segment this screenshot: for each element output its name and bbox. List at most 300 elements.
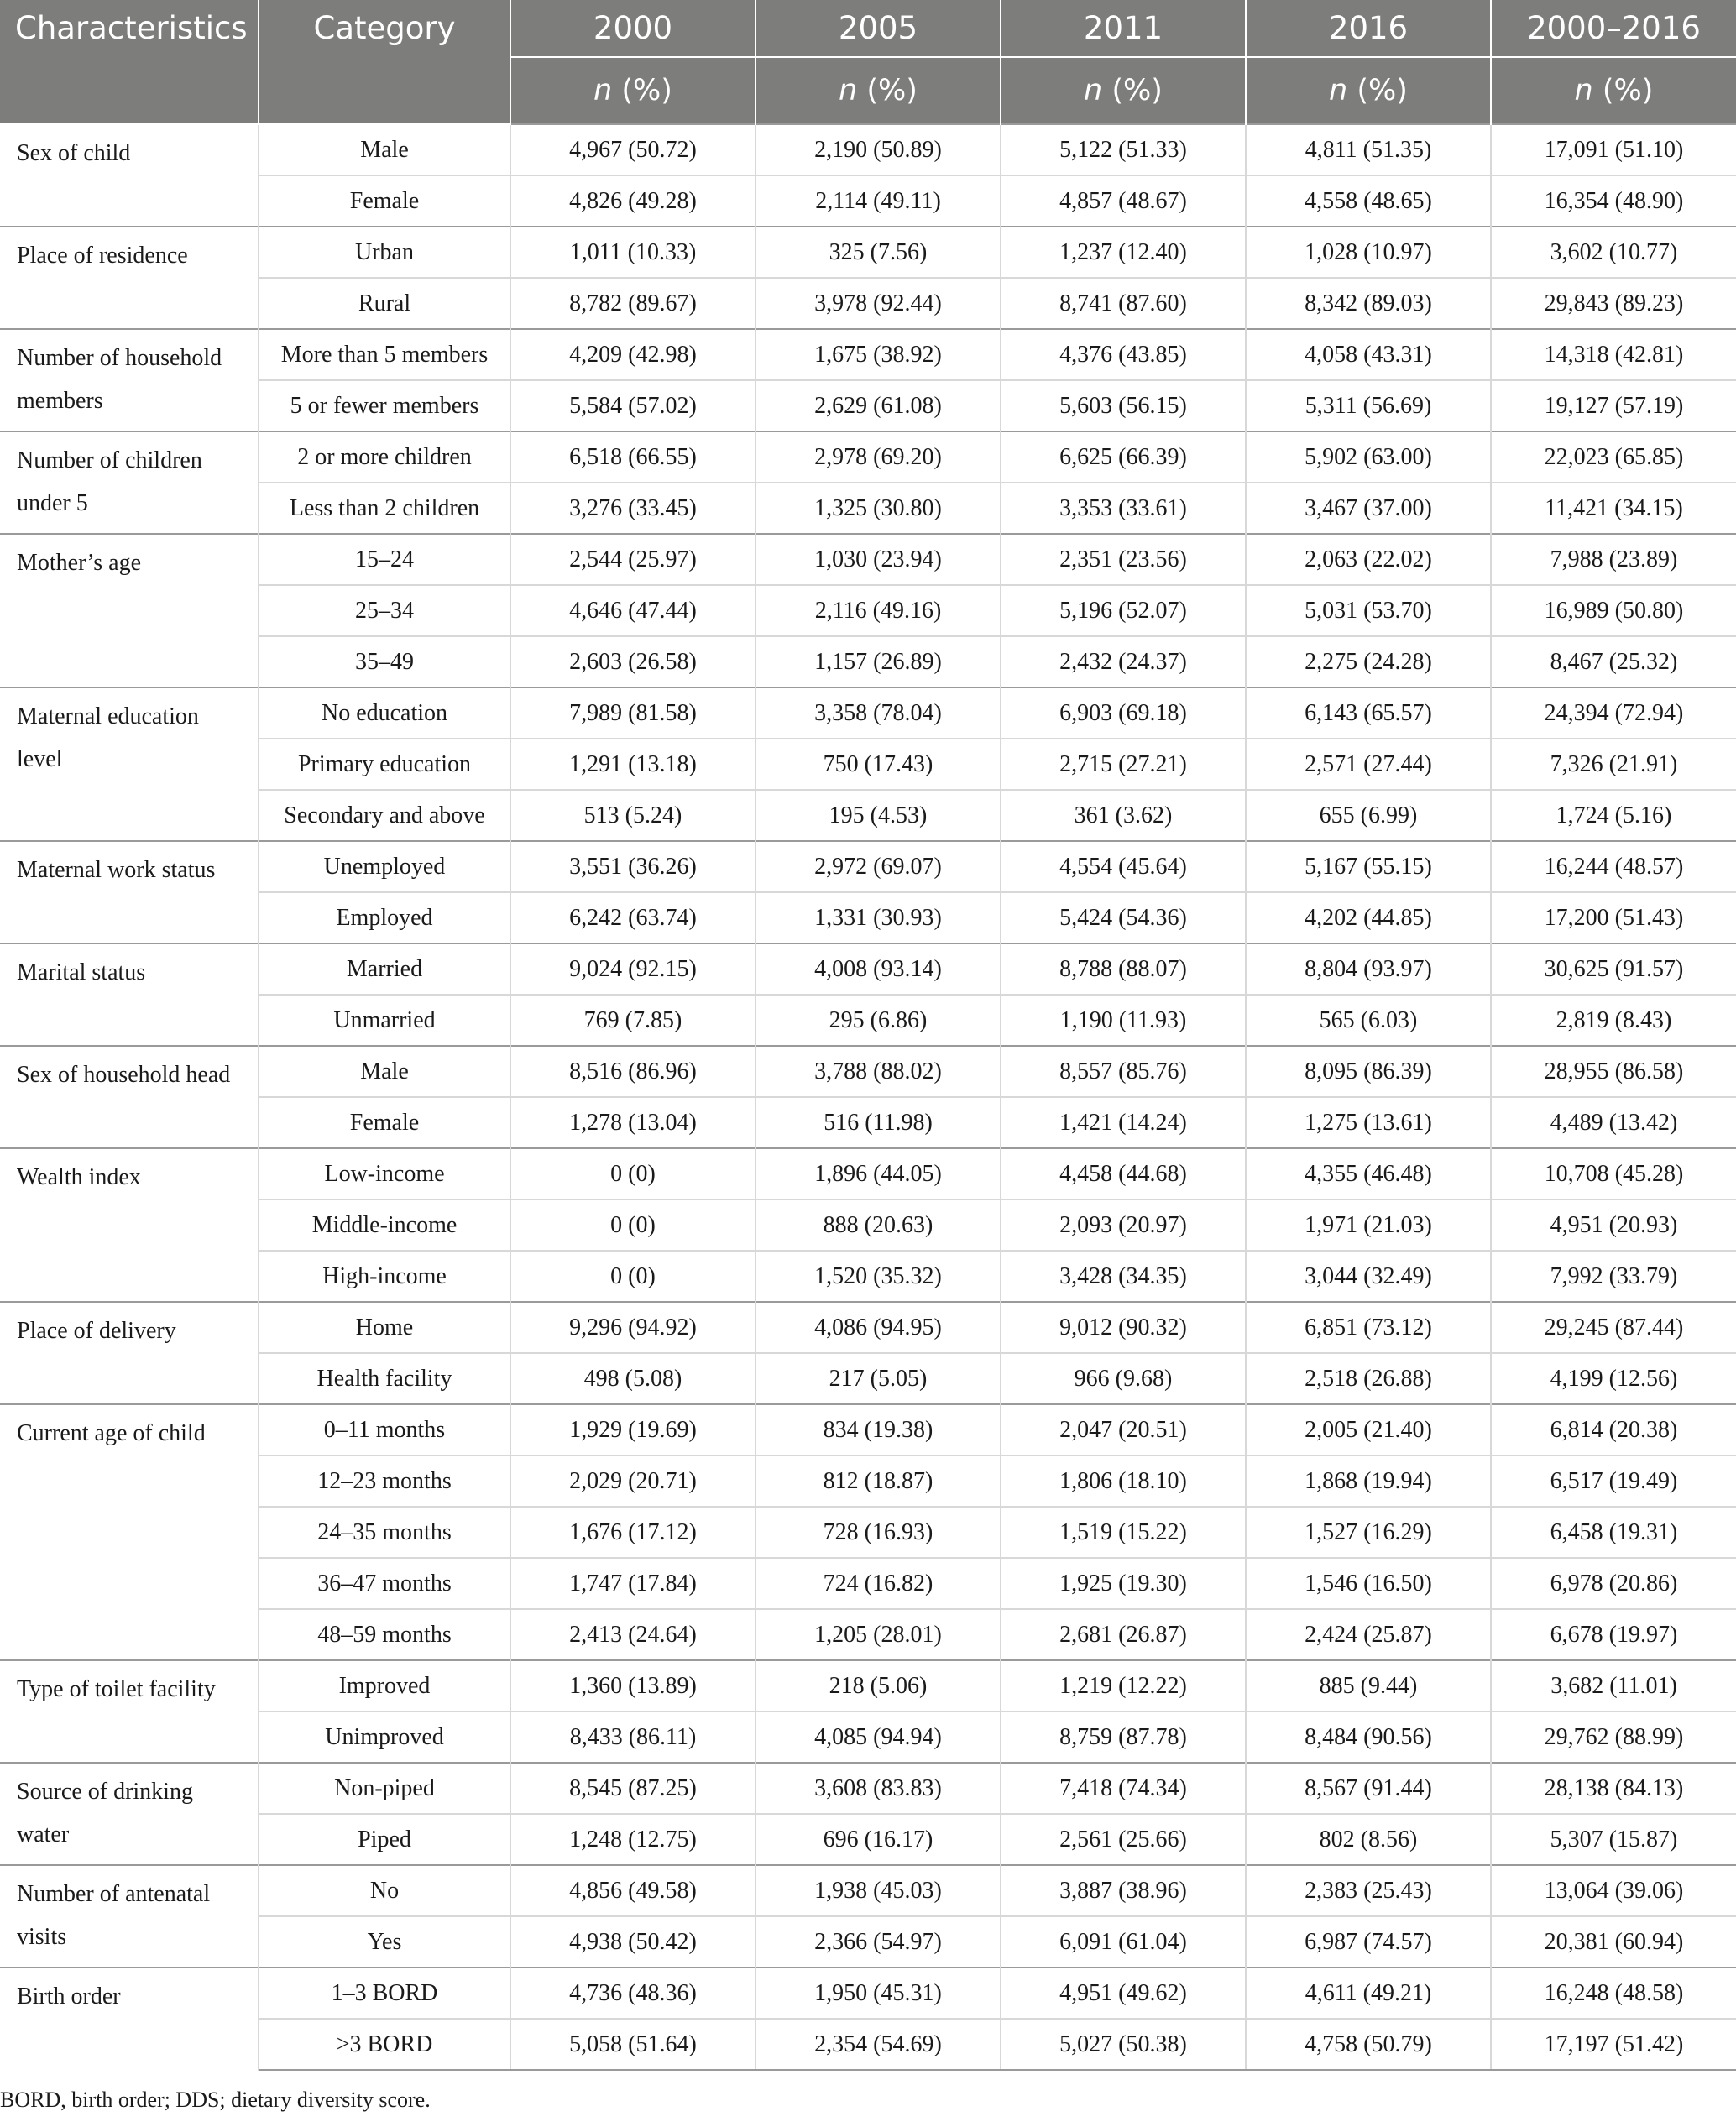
characteristic-label: Type of toilet facility <box>0 1660 259 1763</box>
value-cell: 6,814 (20.38) <box>1491 1404 1736 1455</box>
value-cell: 4,008 (93.14) <box>756 943 1001 995</box>
value-cell: 728 (16.93) <box>756 1507 1001 1558</box>
table-row <box>0 1865 1736 1916</box>
value-cell: 6,851 (73.12) <box>1246 1302 1491 1353</box>
category-cell: Piped <box>259 1814 510 1865</box>
value-cell: 9,296 (94.92) <box>510 1302 756 1353</box>
table-row <box>0 2019 1736 2070</box>
value-cell: 1,190 (11.93) <box>1001 995 1246 1046</box>
value-cell: 565 (6.03) <box>1246 995 1491 1046</box>
value-cell: 2,190 (50.89) <box>756 124 1001 175</box>
value-cell: 9,012 (90.32) <box>1001 1302 1246 1353</box>
value-cell: 2,351 (23.56) <box>1001 534 1246 585</box>
category-cell: 12–23 months <box>259 1455 510 1507</box>
value-cell: 1,527 (16.29) <box>1246 1507 1491 1558</box>
category-cell: Rural <box>259 278 510 329</box>
table-row <box>0 1302 1736 1353</box>
category-cell: 1–3 BORD <box>259 1968 510 2019</box>
value-cell: 29,245 (87.44) <box>1491 1302 1736 1353</box>
table-row <box>0 175 1736 227</box>
header-category: Category <box>259 0 510 124</box>
value-cell: 19,127 (57.19) <box>1491 380 1736 431</box>
value-cell: 16,989 (50.80) <box>1491 585 1736 636</box>
value-cell: 0 (0) <box>510 1148 756 1199</box>
header-year-2011: 2011 <box>1001 0 1246 57</box>
header-year-2005: 2005 <box>756 0 1001 57</box>
value-cell: 3,428 (34.35) <box>1001 1251 1246 1302</box>
value-cell: 5,603 (56.15) <box>1001 380 1246 431</box>
value-cell: 4,951 (20.93) <box>1491 1199 1736 1251</box>
value-cell: 1,724 (5.16) <box>1491 790 1736 841</box>
category-cell: Low-income <box>259 1148 510 1199</box>
value-cell: 16,248 (48.58) <box>1491 1968 1736 2019</box>
characteristic-label: Source of drinking water <box>0 1763 259 1865</box>
table-row <box>0 1148 1736 1199</box>
table-row <box>0 431 1736 483</box>
value-cell: 30,625 (91.57) <box>1491 943 1736 995</box>
table-body <box>0 124 1736 2070</box>
value-cell: 325 (7.56) <box>756 227 1001 278</box>
category-cell: 24–35 months <box>259 1507 510 1558</box>
category-cell: High-income <box>259 1251 510 1302</box>
value-cell: 29,843 (89.23) <box>1491 278 1736 329</box>
value-cell: 2,366 (54.97) <box>756 1916 1001 1968</box>
category-cell: Female <box>259 175 510 227</box>
value-cell: 4,938 (50.42) <box>510 1916 756 1968</box>
value-cell: 2,047 (20.51) <box>1001 1404 1246 1455</box>
value-cell: 1,971 (21.03) <box>1246 1199 1491 1251</box>
value-cell: 655 (6.99) <box>1246 790 1491 841</box>
category-cell: Employed <box>259 892 510 943</box>
value-cell: 5,311 (56.69) <box>1246 380 1491 431</box>
table-row <box>0 380 1736 431</box>
value-cell: 8,516 (86.96) <box>510 1046 756 1097</box>
value-cell: 8,788 (88.07) <box>1001 943 1246 995</box>
value-cell: 9,024 (92.15) <box>510 943 756 995</box>
n-label: n <box>593 74 613 107</box>
value-cell: 724 (16.82) <box>756 1558 1001 1609</box>
value-cell: 1,030 (23.94) <box>756 534 1001 585</box>
characteristic-label: Number of antenatal visits <box>0 1865 259 1968</box>
value-cell: 3,467 (37.00) <box>1246 483 1491 534</box>
pct-label: (%) <box>1102 74 1163 107</box>
value-cell: 6,143 (65.57) <box>1246 687 1491 739</box>
value-cell: 8,759 (87.78) <box>1001 1712 1246 1763</box>
table-row <box>0 1353 1736 1404</box>
value-cell: 22,023 (65.85) <box>1491 431 1736 483</box>
value-cell: 0 (0) <box>510 1199 756 1251</box>
category-cell: Yes <box>259 1916 510 1968</box>
value-cell: 1,546 (16.50) <box>1246 1558 1491 1609</box>
category-cell: Home <box>259 1302 510 1353</box>
n-label: n <box>1084 74 1103 107</box>
value-cell: 8,433 (86.11) <box>510 1712 756 1763</box>
category-cell: Primary education <box>259 739 510 790</box>
value-cell: 218 (5.06) <box>756 1660 1001 1712</box>
header-year-2000: 2000 <box>510 0 756 57</box>
table-row <box>0 1097 1736 1148</box>
table-row <box>0 790 1736 841</box>
value-cell: 2,116 (49.16) <box>756 585 1001 636</box>
value-cell: 3,358 (78.04) <box>756 687 1001 739</box>
value-cell: 14,318 (42.81) <box>1491 329 1736 380</box>
table-footnote: BORD, birth order; DDS; dietary diversity score. <box>0 2088 431 2112</box>
value-cell: 8,557 (85.76) <box>1001 1046 1246 1097</box>
value-cell: 2,432 (24.37) <box>1001 636 1246 687</box>
value-cell: 7,989 (81.58) <box>510 687 756 739</box>
category-cell: 48–59 months <box>259 1609 510 1660</box>
category-cell: More than 5 members <box>259 329 510 380</box>
value-cell: 8,782 (89.67) <box>510 278 756 329</box>
table-row <box>0 278 1736 329</box>
value-cell: 4,058 (43.31) <box>1246 329 1491 380</box>
table-row <box>0 1251 1736 1302</box>
header-year-2016: 2016 <box>1246 0 1491 57</box>
characteristic-label: Wealth index <box>0 1148 259 1302</box>
category-cell: 25–34 <box>259 585 510 636</box>
value-cell: 4,758 (50.79) <box>1246 2019 1491 2070</box>
header-n-pct <box>1246 57 1491 124</box>
value-cell: 1,950 (45.31) <box>756 1968 1001 2019</box>
value-cell: 2,413 (24.64) <box>510 1609 756 1660</box>
value-cell: 3,682 (11.01) <box>1491 1660 1736 1712</box>
value-cell: 5,196 (52.07) <box>1001 585 1246 636</box>
value-cell: 5,584 (57.02) <box>510 380 756 431</box>
category-cell: Unmarried <box>259 995 510 1046</box>
value-cell: 2,114 (49.11) <box>756 175 1001 227</box>
value-cell: 8,741 (87.60) <box>1001 278 1246 329</box>
value-cell: 1,938 (45.03) <box>756 1865 1001 1916</box>
value-cell: 1,028 (10.97) <box>1246 227 1491 278</box>
table-row <box>0 1712 1736 1763</box>
value-cell: 6,678 (19.97) <box>1491 1609 1736 1660</box>
value-cell: 834 (19.38) <box>756 1404 1001 1455</box>
value-cell: 4,826 (49.28) <box>510 175 756 227</box>
value-cell: 885 (9.44) <box>1246 1660 1491 1712</box>
category-cell: Male <box>259 1046 510 1097</box>
value-cell: 4,554 (45.64) <box>1001 841 1246 892</box>
value-cell: 28,955 (86.58) <box>1491 1046 1736 1097</box>
value-cell: 17,200 (51.43) <box>1491 892 1736 943</box>
value-cell: 2,561 (25.66) <box>1001 1814 1246 1865</box>
table-row <box>0 483 1736 534</box>
value-cell: 4,811 (51.35) <box>1246 124 1491 175</box>
table-row <box>0 1916 1736 1968</box>
value-cell: 802 (8.56) <box>1246 1814 1491 1865</box>
value-cell: 516 (11.98) <box>756 1097 1001 1148</box>
value-cell: 5,424 (54.36) <box>1001 892 1246 943</box>
characteristic-label: Birth order <box>0 1968 259 2070</box>
table-row <box>0 534 1736 585</box>
header-n-pct <box>756 57 1001 124</box>
category-cell: Less than 2 children <box>259 483 510 534</box>
value-cell: 11,421 (34.15) <box>1491 483 1736 534</box>
table-row <box>0 1558 1736 1609</box>
characteristic-label: Place of residence <box>0 227 259 329</box>
category-cell: Married <box>259 943 510 995</box>
value-cell: 13,064 (39.06) <box>1491 1865 1736 1916</box>
category-cell: Male <box>259 124 510 175</box>
value-cell: 4,489 (13.42) <box>1491 1097 1736 1148</box>
value-cell: 3,887 (38.96) <box>1001 1865 1246 1916</box>
value-cell: 2,978 (69.20) <box>756 431 1001 483</box>
table-row <box>0 1814 1736 1865</box>
value-cell: 6,517 (19.49) <box>1491 1455 1736 1507</box>
value-cell: 2,275 (24.28) <box>1246 636 1491 687</box>
value-cell: 812 (18.87) <box>756 1455 1001 1507</box>
value-cell: 0 (0) <box>510 1251 756 1302</box>
value-cell: 10,708 (45.28) <box>1491 1148 1736 1199</box>
category-cell: No <box>259 1865 510 1916</box>
category-cell: Secondary and above <box>259 790 510 841</box>
value-cell: 1,275 (13.61) <box>1246 1097 1491 1148</box>
value-cell: 966 (9.68) <box>1001 1353 1246 1404</box>
value-cell: 5,027 (50.38) <box>1001 2019 1246 2070</box>
value-cell: 2,819 (8.43) <box>1491 995 1736 1046</box>
value-cell: 4,085 (94.94) <box>756 1712 1001 1763</box>
value-cell: 2,544 (25.97) <box>510 534 756 585</box>
value-cell: 2,093 (20.97) <box>1001 1199 1246 1251</box>
table-row <box>0 227 1736 278</box>
value-cell: 2,063 (22.02) <box>1246 534 1491 585</box>
value-cell: 3,608 (83.83) <box>756 1763 1001 1814</box>
value-cell: 1,278 (13.04) <box>510 1097 756 1148</box>
characteristic-label: Sex of household head <box>0 1046 259 1148</box>
value-cell: 1,747 (17.84) <box>510 1558 756 1609</box>
category-cell: Improved <box>259 1660 510 1712</box>
value-cell: 6,518 (66.55) <box>510 431 756 483</box>
value-cell: 7,418 (74.34) <box>1001 1763 1246 1814</box>
value-cell: 5,031 (53.70) <box>1246 585 1491 636</box>
value-cell: 2,005 (21.40) <box>1246 1404 1491 1455</box>
value-cell: 4,202 (44.85) <box>1246 892 1491 943</box>
value-cell: 4,355 (46.48) <box>1246 1148 1491 1199</box>
value-cell: 4,086 (94.95) <box>756 1302 1001 1353</box>
value-cell: 1,157 (26.89) <box>756 636 1001 687</box>
value-cell: 295 (6.86) <box>756 995 1001 1046</box>
value-cell: 195 (4.53) <box>756 790 1001 841</box>
value-cell: 4,967 (50.72) <box>510 124 756 175</box>
characteristic-label: Mother’s age <box>0 534 259 687</box>
value-cell: 4,856 (49.58) <box>510 1865 756 1916</box>
table-row <box>0 585 1736 636</box>
value-cell: 750 (17.43) <box>756 739 1001 790</box>
value-cell: 4,199 (12.56) <box>1491 1353 1736 1404</box>
characteristic-label: Sex of child <box>0 124 259 227</box>
value-cell: 16,354 (48.90) <box>1491 175 1736 227</box>
value-cell: 217 (5.05) <box>756 1353 1001 1404</box>
table-row <box>0 124 1736 175</box>
value-cell: 3,551 (36.26) <box>510 841 756 892</box>
category-cell: 36–47 months <box>259 1558 510 1609</box>
table-row <box>0 1046 1736 1097</box>
value-cell: 1,806 (18.10) <box>1001 1455 1246 1507</box>
value-cell: 361 (3.62) <box>1001 790 1246 841</box>
characteristic-label: Marital status <box>0 943 259 1046</box>
category-cell: 2 or more children <box>259 431 510 483</box>
value-cell: 1,675 (38.92) <box>756 329 1001 380</box>
value-cell: 6,987 (74.57) <box>1246 1916 1491 1968</box>
value-cell: 1,360 (13.89) <box>510 1660 756 1712</box>
value-cell: 1,519 (15.22) <box>1001 1507 1246 1558</box>
value-cell: 4,458 (44.68) <box>1001 1148 1246 1199</box>
header-year-total: 2000–2016 <box>1491 0 1736 57</box>
category-cell: Unimproved <box>259 1712 510 1763</box>
category-cell: 0–11 months <box>259 1404 510 1455</box>
value-cell: 2,681 (26.87) <box>1001 1609 1246 1660</box>
table-row <box>0 1763 1736 1814</box>
value-cell: 6,242 (63.74) <box>510 892 756 943</box>
value-cell: 1,325 (30.80) <box>756 483 1001 534</box>
value-cell: 7,326 (21.91) <box>1491 739 1736 790</box>
table-row <box>0 1660 1736 1712</box>
value-cell: 3,788 (88.02) <box>756 1046 1001 1097</box>
value-cell: 20,381 (60.94) <box>1491 1916 1736 1968</box>
value-cell: 16,244 (48.57) <box>1491 841 1736 892</box>
table-row <box>0 841 1736 892</box>
value-cell: 29,762 (88.99) <box>1491 1712 1736 1763</box>
category-cell: Non-piped <box>259 1763 510 1814</box>
value-cell: 769 (7.85) <box>510 995 756 1046</box>
category-cell: Middle-income <box>259 1199 510 1251</box>
table-row <box>0 995 1736 1046</box>
value-cell: 3,276 (33.45) <box>510 483 756 534</box>
value-cell: 1,676 (17.12) <box>510 1507 756 1558</box>
value-cell: 3,353 (33.61) <box>1001 483 1246 534</box>
value-cell: 4,611 (49.21) <box>1246 1968 1491 2019</box>
value-cell: 4,376 (43.85) <box>1001 329 1246 380</box>
value-cell: 1,331 (30.93) <box>756 892 1001 943</box>
pct-label: (%) <box>612 74 672 107</box>
category-cell: Female <box>259 1097 510 1148</box>
value-cell: 2,029 (20.71) <box>510 1455 756 1507</box>
value-cell: 1,896 (44.05) <box>756 1148 1001 1199</box>
table-row <box>0 1507 1736 1558</box>
value-cell: 6,903 (69.18) <box>1001 687 1246 739</box>
value-cell: 4,558 (48.65) <box>1246 175 1491 227</box>
value-cell: 8,467 (25.32) <box>1491 636 1736 687</box>
header-characteristics: Characteristics <box>0 0 259 124</box>
table-row <box>0 687 1736 739</box>
value-cell: 8,567 (91.44) <box>1246 1763 1491 1814</box>
characteristic-label: Number of household members <box>0 329 259 431</box>
value-cell: 2,518 (26.88) <box>1246 1353 1491 1404</box>
value-cell: 4,857 (48.67) <box>1001 175 1246 227</box>
category-cell: 5 or fewer members <box>259 380 510 431</box>
value-cell: 1,248 (12.75) <box>510 1814 756 1865</box>
value-cell: 6,978 (20.86) <box>1491 1558 1736 1609</box>
value-cell: 4,951 (49.62) <box>1001 1968 1246 2019</box>
header-n-pct <box>1491 57 1736 124</box>
n-label: n <box>839 74 858 107</box>
category-cell: Unemployed <box>259 841 510 892</box>
header-n-pct <box>510 57 756 124</box>
pct-label: (%) <box>1347 74 1408 107</box>
pct-label: (%) <box>1592 74 1654 107</box>
characteristic-label: Place of delivery <box>0 1302 259 1404</box>
value-cell: 8,095 (86.39) <box>1246 1046 1491 1097</box>
category-cell: 15–24 <box>259 534 510 585</box>
value-cell: 888 (20.63) <box>756 1199 1001 1251</box>
value-cell: 2,603 (26.58) <box>510 636 756 687</box>
value-cell: 1,929 (19.69) <box>510 1404 756 1455</box>
table-row <box>0 329 1736 380</box>
value-cell: 6,091 (61.04) <box>1001 1916 1246 1968</box>
value-cell: 4,736 (48.36) <box>510 1968 756 2019</box>
value-cell: 5,122 (51.33) <box>1001 124 1246 175</box>
category-cell: >3 BORD <box>259 2019 510 2070</box>
table-row <box>0 1199 1736 1251</box>
value-cell: 2,972 (69.07) <box>756 841 1001 892</box>
value-cell: 2,571 (27.44) <box>1246 739 1491 790</box>
value-cell: 1,421 (14.24) <box>1001 1097 1246 1148</box>
category-cell: No education <box>259 687 510 739</box>
value-cell: 1,237 (12.40) <box>1001 227 1246 278</box>
value-cell: 1,520 (35.32) <box>756 1251 1001 1302</box>
value-cell: 17,197 (51.42) <box>1491 2019 1736 2070</box>
value-cell: 3,044 (32.49) <box>1246 1251 1491 1302</box>
value-cell: 3,978 (92.44) <box>756 278 1001 329</box>
value-cell: 4,646 (47.44) <box>510 585 756 636</box>
value-cell: 696 (16.17) <box>756 1814 1001 1865</box>
value-cell: 5,902 (63.00) <box>1246 431 1491 483</box>
table-row <box>0 943 1736 995</box>
value-cell: 7,988 (23.89) <box>1491 534 1736 585</box>
header-n-pct <box>1001 57 1246 124</box>
value-cell: 8,484 (90.56) <box>1246 1712 1491 1763</box>
characteristic-label: Current age of child <box>0 1404 259 1660</box>
table-row <box>0 1455 1736 1507</box>
value-cell: 8,545 (87.25) <box>510 1763 756 1814</box>
table-row <box>0 1968 1736 2019</box>
category-cell: Urban <box>259 227 510 278</box>
table-row <box>0 739 1736 790</box>
characteristic-label: Maternal education level <box>0 687 259 841</box>
value-cell: 1,219 (12.22) <box>1001 1660 1246 1712</box>
value-cell: 5,167 (55.15) <box>1246 841 1491 892</box>
value-cell: 1,011 (10.33) <box>510 227 756 278</box>
characteristic-label: Maternal work status <box>0 841 259 943</box>
value-cell: 2,383 (25.43) <box>1246 1865 1491 1916</box>
value-cell: 1,868 (19.94) <box>1246 1455 1491 1507</box>
value-cell: 5,307 (15.87) <box>1491 1814 1736 1865</box>
n-label: n <box>1574 74 1593 107</box>
value-cell: 6,625 (66.39) <box>1001 431 1246 483</box>
value-cell: 1,925 (19.30) <box>1001 1558 1246 1609</box>
value-cell: 4,209 (42.98) <box>510 329 756 380</box>
value-cell: 1,291 (13.18) <box>510 739 756 790</box>
value-cell: 28,138 (84.13) <box>1491 1763 1736 1814</box>
table-row <box>0 1609 1736 1660</box>
value-cell: 2,424 (25.87) <box>1246 1609 1491 1660</box>
table-row <box>0 1404 1736 1455</box>
table-header <box>0 0 1736 124</box>
value-cell: 513 (5.24) <box>510 790 756 841</box>
table-row <box>0 892 1736 943</box>
value-cell: 8,342 (89.03) <box>1246 278 1491 329</box>
value-cell: 24,394 (72.94) <box>1491 687 1736 739</box>
category-cell: Health facility <box>259 1353 510 1404</box>
value-cell: 17,091 (51.10) <box>1491 124 1736 175</box>
value-cell: 2,715 (27.21) <box>1001 739 1246 790</box>
value-cell: 5,058 (51.64) <box>510 2019 756 2070</box>
value-cell: 1,205 (28.01) <box>756 1609 1001 1660</box>
pct-label: (%) <box>857 74 918 107</box>
table-row <box>0 636 1736 687</box>
category-cell: 35–49 <box>259 636 510 687</box>
value-cell: 3,602 (10.77) <box>1491 227 1736 278</box>
value-cell: 6,458 (19.31) <box>1491 1507 1736 1558</box>
